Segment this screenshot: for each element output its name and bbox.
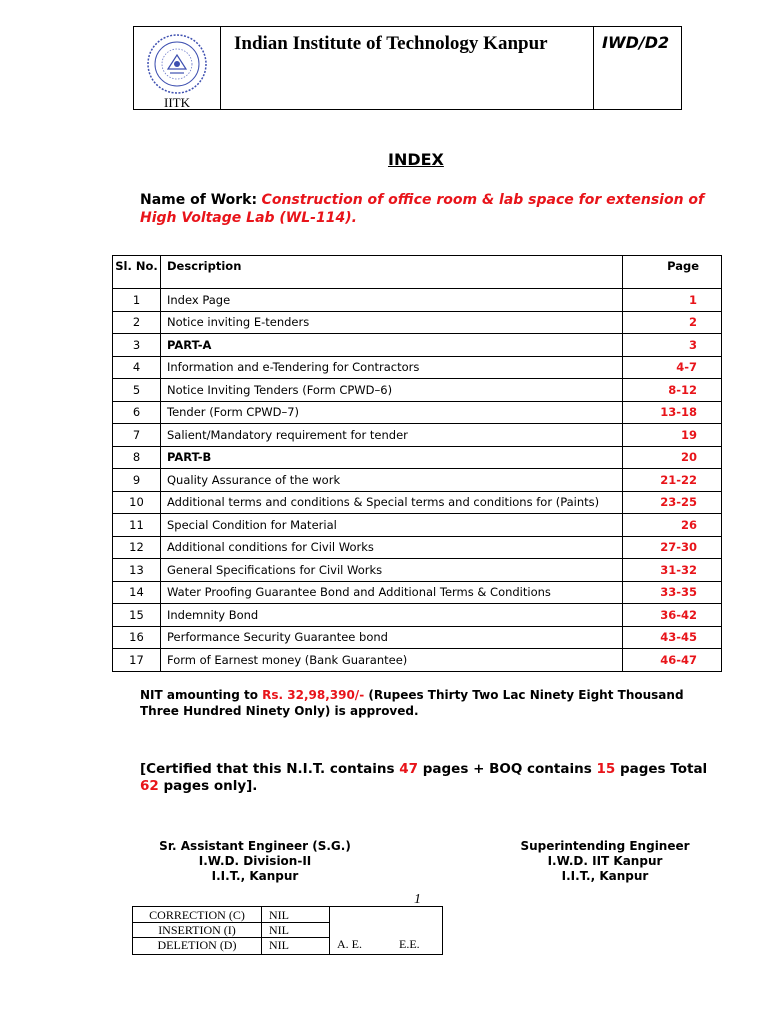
- row-description: Water Proofing Guarantee Bond and Additional Terms & Conditions: [161, 581, 623, 604]
- row-sl-no: 15: [113, 604, 161, 627]
- signatory-right-line: I.I.T., Kanpur: [561, 869, 649, 883]
- row-page: 3: [623, 334, 722, 357]
- signatory-right: [500, 839, 710, 884]
- correction-label: DELETION (D): [157, 938, 237, 952]
- row-description: General Specifications for Civil Works: [161, 559, 623, 582]
- row-description: Notice Inviting Tenders (Form CPWD–6): [161, 379, 623, 402]
- row-page: 27-30: [623, 536, 722, 559]
- row-sl-no: 6: [113, 401, 161, 424]
- row-page: 2: [623, 311, 722, 334]
- table-row: [113, 514, 722, 537]
- row-page: 33-35: [623, 581, 722, 604]
- row-description: Quality Assurance of the work: [161, 469, 623, 492]
- row-description: Additional conditions for Civil Works: [161, 536, 623, 559]
- row-sl-no: 2: [113, 311, 161, 334]
- row-page: 23-25: [623, 491, 722, 514]
- row-description: Indemnity Bond: [161, 604, 623, 627]
- index-title: INDEX: [388, 150, 444, 169]
- row-sl-no: 1: [113, 289, 161, 312]
- row-sl-no: 7: [113, 424, 161, 447]
- correction-value: NIL: [269, 908, 289, 922]
- cert-nit-pages: 47: [399, 761, 419, 777]
- table-row: [113, 559, 722, 582]
- header-page: Page: [623, 256, 722, 289]
- row-sl-no: 10: [113, 491, 161, 514]
- row-page: 46-47: [623, 649, 722, 672]
- row-page: 4-7: [623, 356, 722, 379]
- row-sl-no: 14: [113, 581, 161, 604]
- index-table: [112, 255, 722, 672]
- nit-prefix: NIT amounting to: [140, 688, 263, 702]
- signatory-left-line: Sr. Assistant Engineer (S.G.): [159, 839, 351, 853]
- table-row: [113, 626, 722, 649]
- row-sl-no: 8: [113, 446, 161, 469]
- row-description: Performance Security Guarantee bond: [161, 626, 623, 649]
- table-row: [113, 311, 722, 334]
- row-description: Salient/Mandatory requirement for tender: [161, 424, 623, 447]
- cert-part-3: pages Total: [615, 761, 708, 777]
- row-page: 31-32: [623, 559, 722, 582]
- row-page: 8-12: [623, 379, 722, 402]
- row-sl-no: 5: [113, 379, 161, 402]
- document-header: [133, 26, 682, 110]
- nit-suffix: (Rupees Thirty Two Lac Ninety Eight Thousand Three Hundred Ninety Only) is approved.: [140, 688, 684, 718]
- correction-label: INSERTION (I): [158, 923, 236, 937]
- table-row: [113, 401, 722, 424]
- iitk-emblem-icon: [146, 33, 208, 95]
- signatory-left-line: I.I.T., Kanpur: [211, 869, 299, 883]
- certification-statement: [140, 761, 720, 795]
- page-number: 1: [414, 892, 421, 907]
- correction-table: [132, 906, 443, 955]
- ae-signature-label: A. E.: [337, 937, 362, 951]
- row-sl-no: 12: [113, 536, 161, 559]
- signatory-left: [150, 839, 360, 884]
- signatory-right-line: Superintending Engineer: [520, 839, 690, 853]
- correction-value: NIL: [269, 923, 289, 937]
- cert-part-2: pages + BOQ contains: [418, 761, 597, 777]
- row-sl-no: 11: [113, 514, 161, 537]
- table-body: [113, 289, 722, 672]
- table-header-row: [113, 256, 722, 289]
- row-page: 36-42: [623, 604, 722, 627]
- row-description: Special Condition for Material: [161, 514, 623, 537]
- nit-amount-statement: [140, 687, 720, 719]
- row-page: 26: [623, 514, 722, 537]
- header-description: Description: [161, 256, 623, 289]
- row-sl-no: 16: [113, 626, 161, 649]
- cert-part-1: [Certified that this N.I.T. contains: [140, 761, 400, 777]
- row-description: Form of Earnest money (Bank Guarantee): [161, 649, 623, 672]
- row-sl-no: 9: [113, 469, 161, 492]
- row-sl-no: 4: [113, 356, 161, 379]
- table-row: [113, 289, 722, 312]
- row-description: Tender (Form CPWD–7): [161, 401, 623, 424]
- row-description: PART-B: [161, 446, 623, 469]
- row-page: 21-22: [623, 469, 722, 492]
- row-sl-no: 3: [113, 334, 161, 357]
- row-description: Notice inviting E-tenders: [161, 311, 623, 334]
- correction-row: [133, 923, 329, 938]
- table-row: [113, 491, 722, 514]
- table-row: [113, 469, 722, 492]
- row-page: 20: [623, 446, 722, 469]
- table-row: [113, 446, 722, 469]
- name-of-work: [140, 191, 740, 227]
- table-row: [113, 604, 722, 627]
- row-description: Information and e-Tendering for Contractors: [161, 356, 623, 379]
- row-description: PART-A: [161, 334, 623, 357]
- work-value: Construction of office room & lab space for extension of High Voltage Lab (WL-114).: [140, 192, 705, 226]
- correction-value: NIL: [269, 938, 289, 952]
- code-cell: [593, 27, 682, 109]
- table-row: [113, 334, 722, 357]
- institute-title: Indian Institute of Technology Kanpur: [234, 33, 548, 54]
- signatory-right-line: I.W.D. IIT Kanpur: [547, 854, 663, 868]
- correction-label: CORRECTION (C): [149, 908, 245, 922]
- work-label: Name of Work:: [140, 192, 258, 208]
- cert-boq-pages: 15: [596, 761, 616, 777]
- signatory-left-line: I.W.D. Division-II: [198, 854, 312, 868]
- divider: [329, 907, 330, 954]
- logo-cell: [134, 27, 221, 109]
- table-row: [113, 649, 722, 672]
- row-page: 43-45: [623, 626, 722, 649]
- logo-text: IITK: [164, 95, 190, 110]
- cert-part-4: pages only].: [158, 778, 258, 794]
- cert-total-pages: 62: [140, 778, 159, 794]
- table-row: [113, 356, 722, 379]
- row-sl-no: 13: [113, 559, 161, 582]
- header-sl: Sl. No.: [113, 256, 161, 289]
- correction-row: [133, 938, 329, 953]
- row-page: 13-18: [623, 401, 722, 424]
- table-row: [113, 379, 722, 402]
- table-row: [113, 581, 722, 604]
- table-row: [113, 536, 722, 559]
- document-code: IWD/D2: [602, 33, 670, 52]
- ee-signature-label: E.E.: [399, 937, 420, 951]
- row-description: Additional terms and conditions & Special terms and conditions for (Paints): [161, 491, 623, 514]
- row-page: 19: [623, 424, 722, 447]
- row-description: Index Page: [161, 289, 623, 312]
- correction-row: [133, 908, 329, 923]
- nit-amount: Rs. 32,98,390/-: [262, 688, 365, 702]
- row-page: 1: [623, 289, 722, 312]
- row-sl-no: 17: [113, 649, 161, 672]
- table-row: [113, 424, 722, 447]
